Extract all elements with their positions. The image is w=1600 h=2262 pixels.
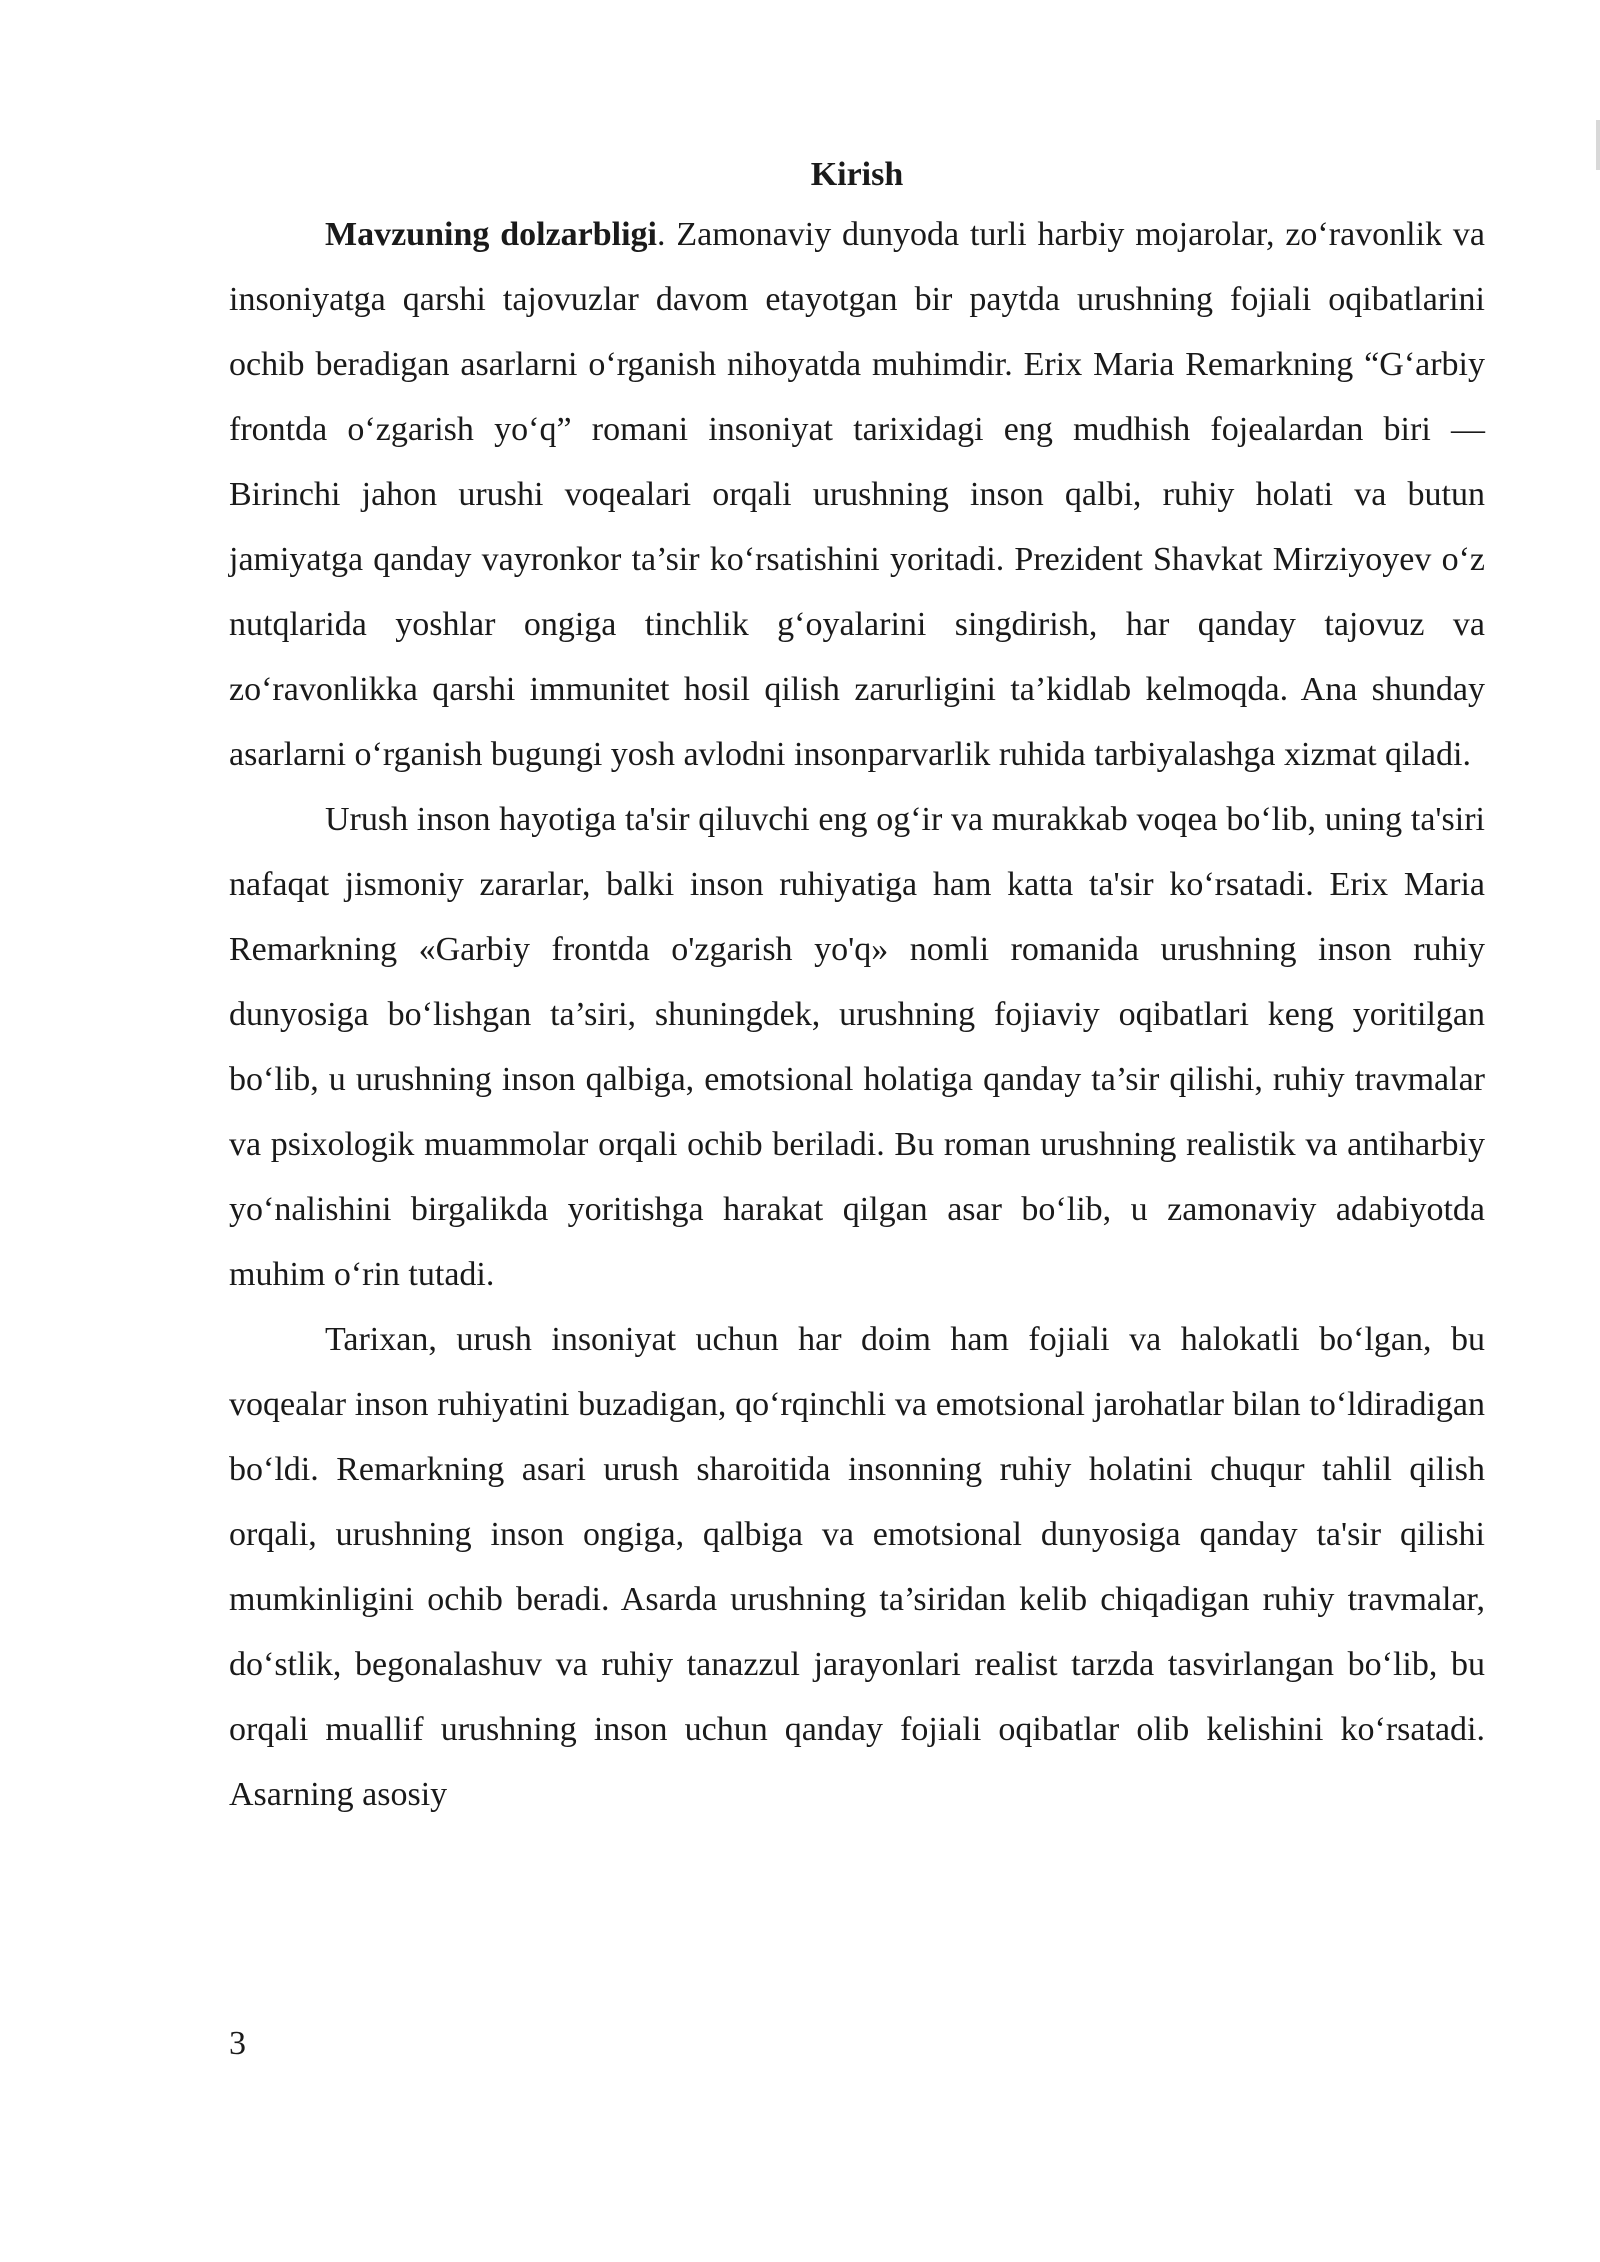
paragraph-text: . Zamonaviy dunyoda turli harbiy mojarolar, zo‘ravonlik va insoniyatga qarshi tajovuzlar davom etayotgan bir paytda urushning fojiali oqibatlarini ochib beradigan asarlarni o‘rganish nihoyatda muhimdir. Erix Maria Remarkning “G‘arbiy frontda o‘zgarish yo‘q” romani insoniyat tarixidagi eng mudhish fojealardan biri — Birinchi jahon urushi voqealari orqali urushning inson qalbi, ruhiy holati va butun jamiyatga qanday vayronkor ta’sir ko‘rsatishini yoritadi. Prezident Shavkat Mirziyoyev o‘z nutqlarida yoshlar ongiga tinchlik g‘oyalarini singdirish, har qanday tajovuz va zo‘ravonlikka qarshi immunitet hosil qilish zarurligini ta’kidlab kelmoqda. Ana shunday asarlarni o‘rganish bugungi yosh avlodni insonparvarlik ruhida tarbiyalashga xizmat qiladi.: [229, 216, 1486, 773]
page-number: 3: [229, 2025, 246, 2062]
page-content: [229, 148, 1485, 1827]
paragraph-war-influence: Urush inson hayotiga ta'sir qiluvchi eng og‘ir va murakkab voqea bo‘lib, uning ta'siri nafaqat jismoniy zararlar, balki inson ruhiyatiga ham katta ta'sir ko‘rsatadi. Erix Maria Remarkning «Garbiy frontda o'zgarish yo'q» nomli romanida urushning inson ruhiy dunyosiga bo‘lishgan ta’siri, shuningdek, urushning fojiaviy oqibatlari keng yoritilgan bo‘lib, u urushning inson qalbiga, emotsional holatiga qanday ta’sir qilishi, ruhiy travmalar va psixologik muammolar orqali ochib beriladi. Bu roman urushning realistik va antiharbiy yo‘nalishini birgalikda yoritishga harakat qilgan asar bo‘lib, u zamonaviy adabiyotda muhim o‘rin tutadi.: [229, 801, 1485, 1293]
paragraph-history: Tarixan, urush insoniyat uchun har doim ham fojiali va halokatli bo‘lgan, bu voqealar inson ruhiyatini buzadigan, qo‘rqinchli va emotsional jarohatlar bilan to‘ldiradigan bo‘ldi. Remarkning asari urush sharoitida insonning ruhiy holatini chuqur tahlil qilish orqali, urushning inson ongiga, qalbiga va emotsional dunyosiga qanday ta'sir qilishi mumkinligini ochib beradi. Asarda urushning ta’siridan kelib chiqadigan ruhiy travmalar, do‘stlik, begonalashuv va ruhiy tanazzul jarayonlari realist tarzda tasvirlangan bo‘lib, bu orqali muallif urushning inson uchun qanday fojiali oqibatlar olib kelishini ko‘rsatadi. Asarning asosiy: [229, 1321, 1485, 1813]
paragraph-lead-bold: Mavzuning dolzarbligi: [325, 216, 657, 253]
section-heading: Kirish: [810, 156, 904, 193]
page-edge-mark: [1596, 120, 1600, 170]
paragraph-relevance: [229, 202, 1485, 787]
